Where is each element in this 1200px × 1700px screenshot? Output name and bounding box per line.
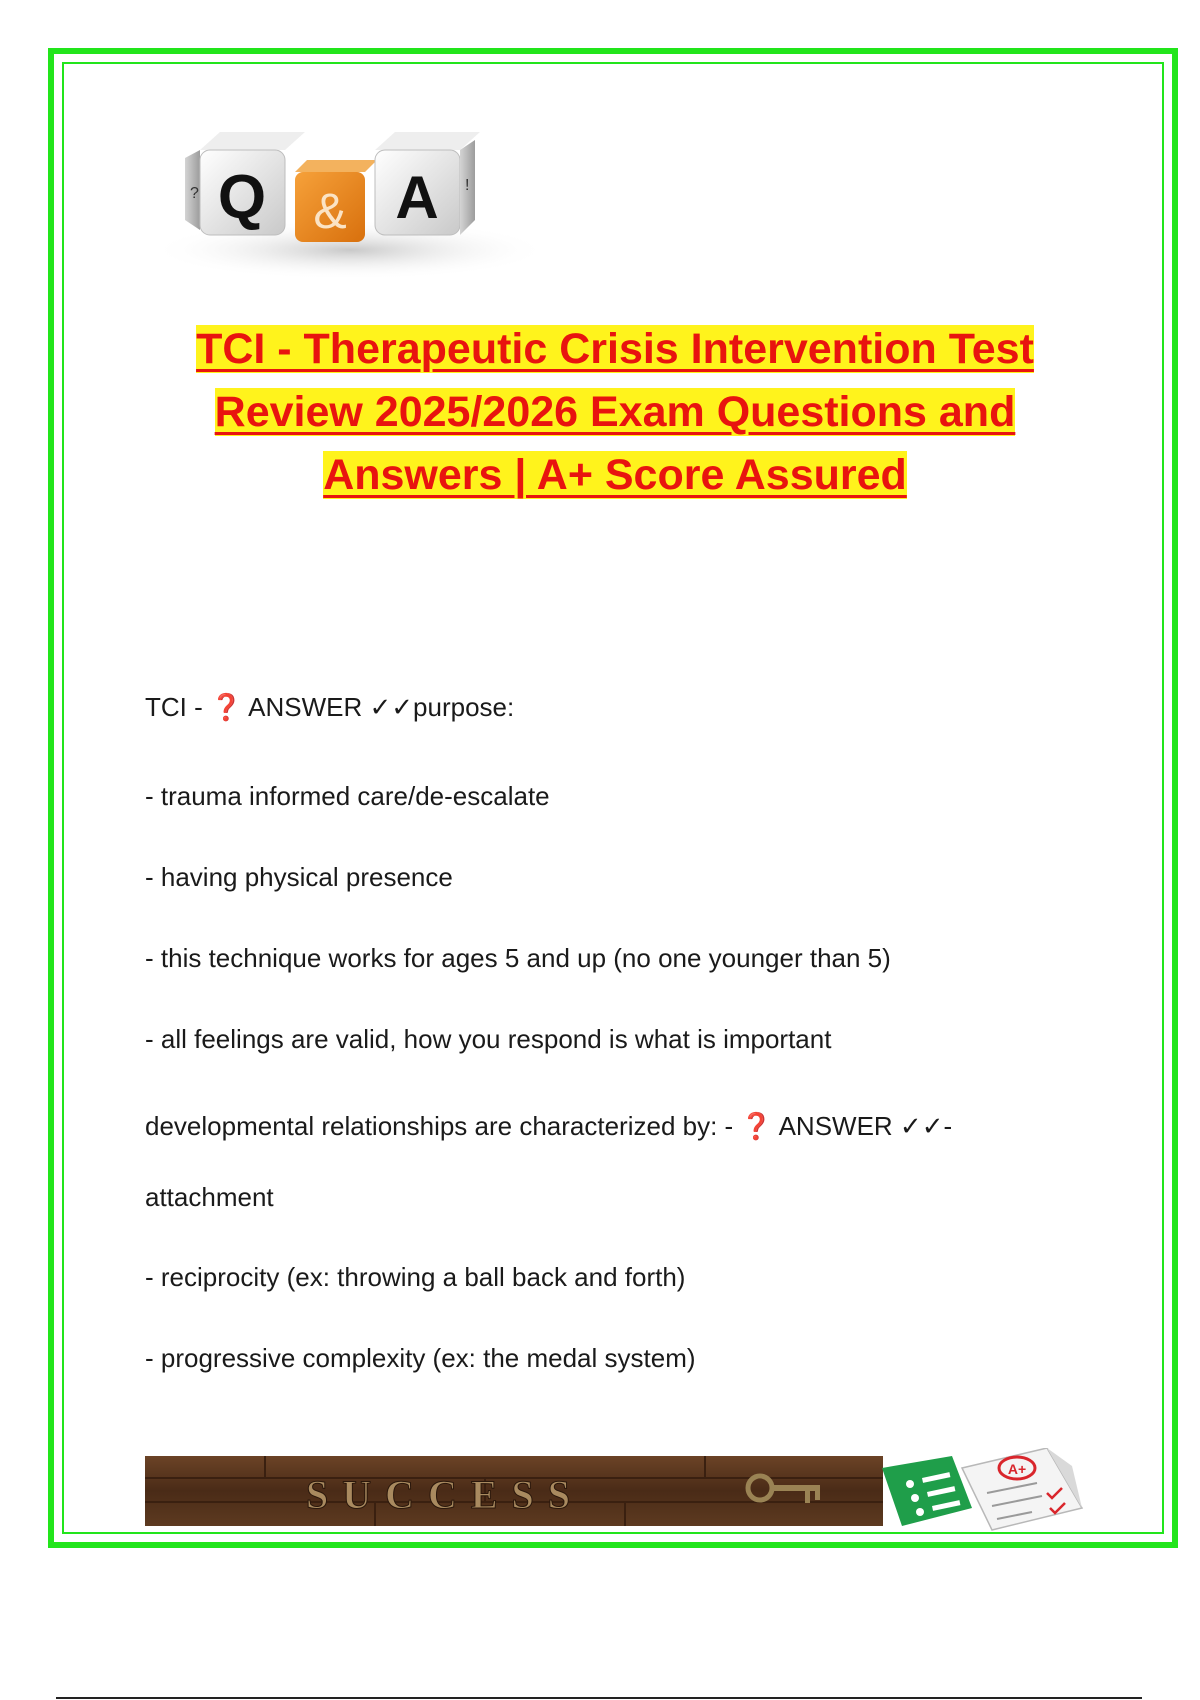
logo-ampersand: & (313, 183, 347, 239)
answer-1-item-2: - having physical presence (145, 862, 453, 892)
title-line-2: Review 2025/2026 Exam Questions and (214, 388, 1016, 436)
spreadsheet-icon (882, 1456, 972, 1526)
question-2: developmental relationships are characterized by: - ❓ ANSWER ✓✓- (145, 1111, 953, 1141)
title-line-3: Answers | A+ Score Assured (323, 451, 907, 499)
q-die (185, 132, 305, 235)
answer-2-item-2: - reciprocity (ex: throwing a ball back and forth) (145, 1262, 686, 1292)
answer-1-item-1: - trauma informed care/de-escalate (145, 781, 550, 811)
logo-a: A (395, 164, 439, 231)
svg-text:?: ? (190, 185, 199, 202)
answer-2-item-1: attachment (145, 1182, 274, 1212)
answer-1-item-3: - this technique works for ages 5 and up (no one younger than 5) (145, 943, 891, 973)
qa-dice-logo (145, 90, 555, 290)
graded-document-icon (882, 1448, 1088, 1532)
svg-text:!: ! (465, 177, 470, 194)
banner-text: SUCCESS (305, 1472, 585, 1517)
grade-mark: A+ (1007, 1461, 1027, 1477)
a-die (375, 132, 480, 235)
bottom-divider (56, 1697, 1142, 1699)
success-banner-image (145, 1456, 883, 1526)
answer-2-item-3: - progressive complexity (ex: the medal system) (145, 1343, 696, 1373)
ampersand-die (295, 160, 377, 242)
logo-q: Q (217, 163, 267, 232)
answer-1-item-4: - all feelings are valid, how you respond is what is important (145, 1024, 832, 1054)
test-paper-icon (962, 1448, 1082, 1530)
question-1: TCI - ❓ ANSWER ✓✓purpose: (145, 692, 515, 722)
document-title (130, 318, 1100, 507)
title-line-1: TCI - Therapeutic Crisis Intervention Test (196, 325, 1034, 373)
